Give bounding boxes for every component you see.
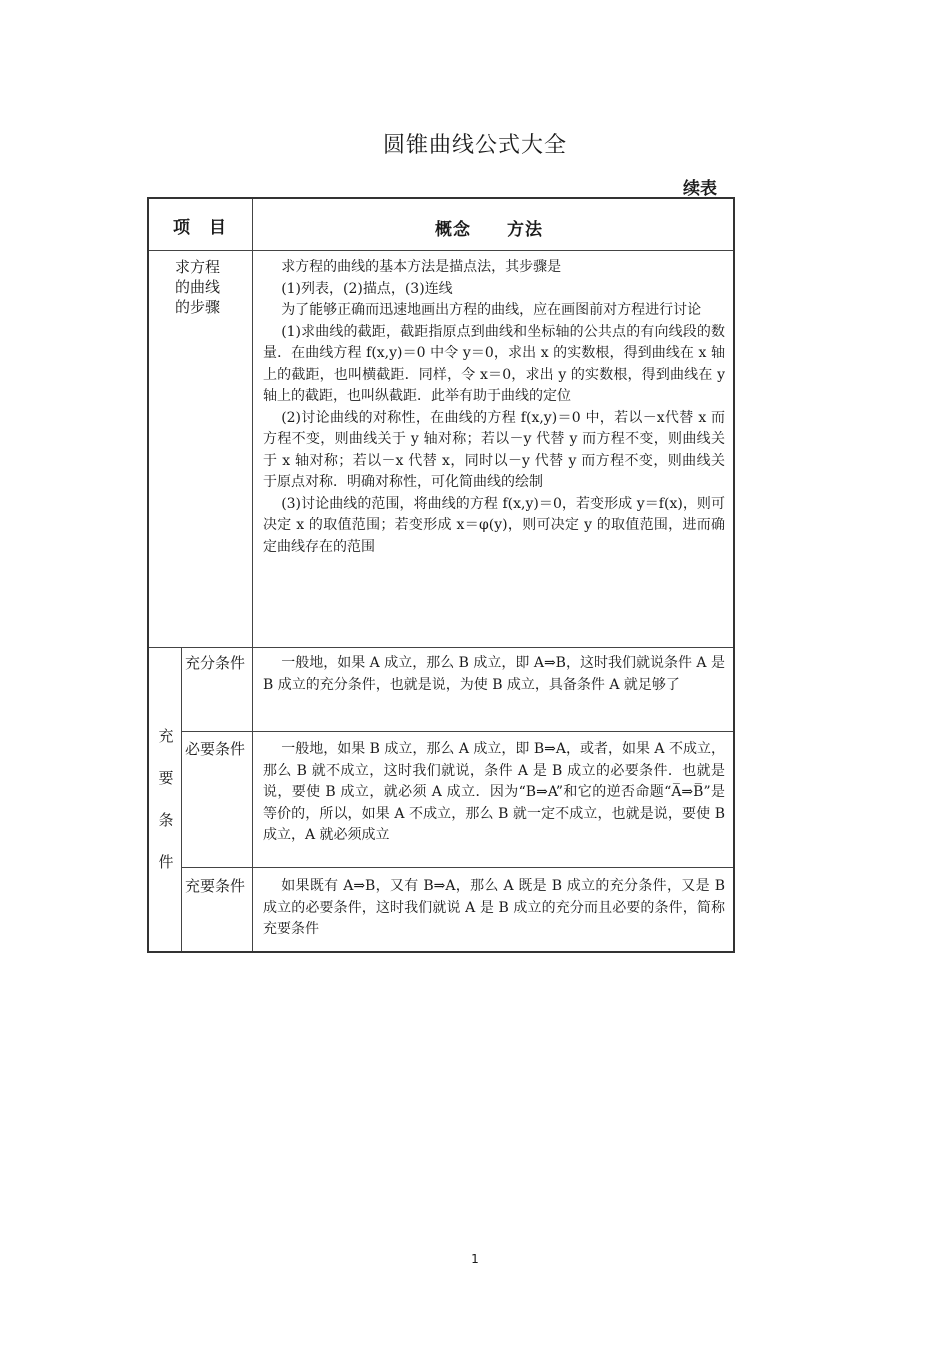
group-char: 件	[158, 853, 174, 871]
row-divider	[149, 647, 733, 648]
sufficient-content	[263, 653, 725, 696]
necessary-content	[263, 739, 725, 847]
group-char: 条	[158, 811, 174, 829]
steps-paragraph: 为了能够正确而迅速地画出方程的曲线，应在画图前对方程进行讨论	[281, 302, 702, 318]
conditions-group-label	[156, 715, 176, 883]
steps-label: 求方程的曲线的步骤	[175, 258, 221, 316]
continued-label: 续表	[683, 179, 717, 199]
steps-paragraph: (2)讨论曲线的对称性，在曲线的方程 f(x,y)＝0 中，若以－x代替 x 而方程不变，则曲线关于 y 轴对称；若以－y 代替 y 而方程不变，则曲线关于 x 轴对称；若以－x 代替 x，同时以－y 代替 y 而方程不变，则曲线关于原点对称．明确对称性，可化简曲线的绘制	[263, 409, 725, 490]
sufficient-label: 充分条件	[185, 654, 246, 672]
page-number: 1	[471, 1252, 479, 1266]
both-text: 如果既有 A⇒B，又有 B⇒A，那么 A 既是 B 成立的充分条件，又是 B 成立的必要条件，这时我们就说 A 是 B 成立的充分而且必要的条件，简称充要条件	[263, 878, 725, 937]
steps-paragraph: (1)求曲线的截距，截距指原点到曲线和坐标轴的公共点的有向线段的数量．在曲线方程 f(x,y)＝0 中令 y＝0，求出 x 的实数根，得到曲线在 x 轴上的截距，也叫横截距．同样，令 x＝0，求出 y 的实数根，得到曲线在 y 轴上的截距，也叫纵截距．此举有助于曲线的定位	[263, 323, 725, 404]
formula-table	[147, 197, 735, 953]
steps-paragraph: (1)列表，(2)描点，(3)连线	[281, 280, 453, 297]
sufficient-text: 一般地，如果 A 成立，那么 B 成立，即 A⇒B，这时我们就说条件 A 是 B 成立的充分条件，也就是说，为使 B 成立，具备条件 A 就足够了	[263, 655, 725, 693]
header-item: 项 目	[173, 218, 227, 238]
page-title: 圆锥曲线公式大全	[382, 133, 567, 158]
both-content	[263, 876, 725, 941]
group-char: 充	[158, 727, 174, 745]
steps-paragraph: (3)讨论曲线的范围，将曲线的方程 f(x,y)＝0，若变形成 y＝f(x)，则可决定 x 的取值范围；若变形成 x＝φ(y)，则可决定 y 的取值范围，进而确定曲线存在的范围	[263, 495, 725, 555]
steps-content	[263, 257, 725, 558]
column-divider	[252, 199, 253, 951]
steps-paragraph: 求方程的曲线的基本方法是描点法，其步骤是	[281, 259, 562, 275]
header-divider	[149, 250, 733, 251]
header-concept: 概念 方法	[435, 220, 543, 240]
row-divider	[181, 731, 733, 732]
both-label: 充要条件	[185, 877, 246, 895]
necessary-label: 必要条件	[185, 740, 246, 758]
row-divider	[181, 867, 733, 868]
group-char: 要	[158, 769, 174, 787]
subcolumn-divider	[181, 647, 182, 951]
necessary-text: 一般地，如果 B 成立，那么 A 成立，即 B⇒A，或者，如果 A 不成立，那么 B 就不成立，这时我们就说，条件 A 是 B 成立的必要条件．也就是说，要使 B 成立，就必须 A 成立．因为“B⇒A”和它的逆否命题“A̅⇒B̅”是等价的，所以，如果 A 不成立，那么 B 就一定不成立，也就是说，要使 B 成立，A 就必须成立	[263, 741, 725, 843]
